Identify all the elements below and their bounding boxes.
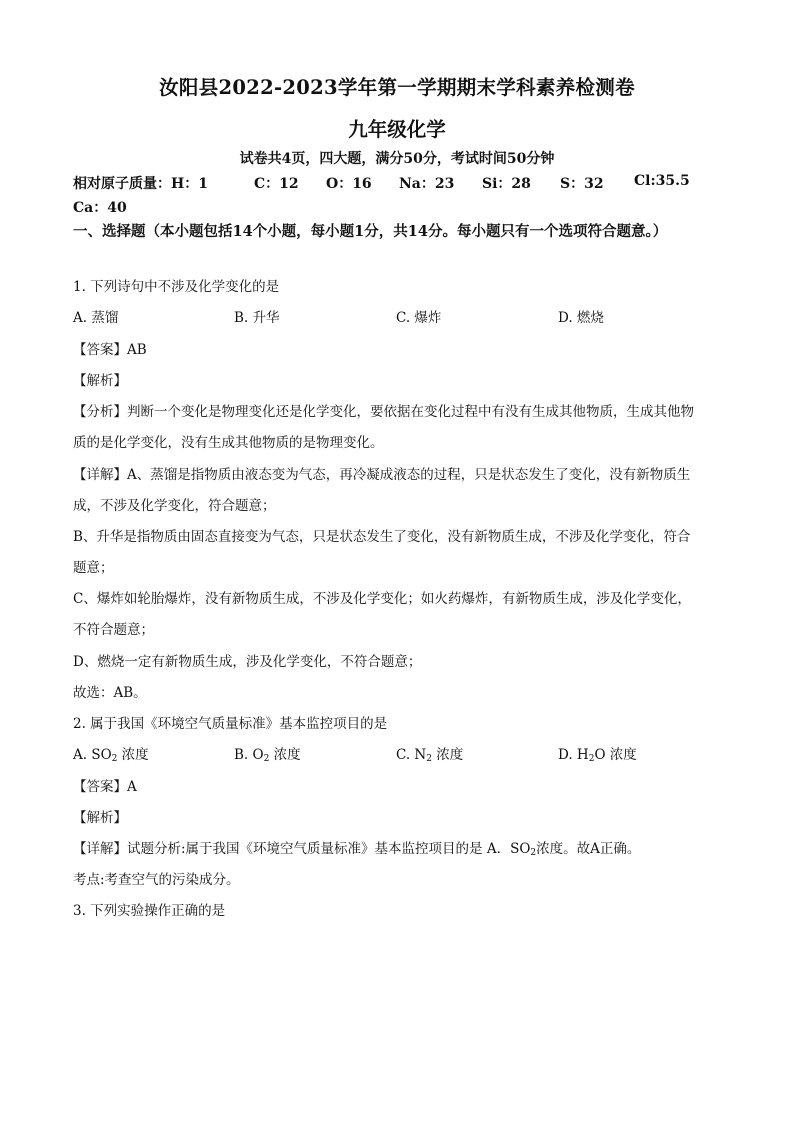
atomic-mass-s: S：32: [560, 176, 604, 192]
atomic-mass-si: Si：28: [482, 176, 531, 192]
atomic-mass-o: O：16: [326, 176, 372, 192]
q1-option-a: A. 蒸馏: [73, 310, 119, 326]
q2-stem: 2. 属于我国《环境空气质量标准》基本监控项目的是: [73, 716, 388, 732]
q2-option-d: D. $H_2O$ 浓度: [558, 747, 637, 764]
q2-option-b: B. $O_2$ 浓度: [234, 747, 301, 764]
q1-fenxi-line1: 【分析】判断一个变化是物理变化还是化学变化，要依据在变化过程中有没有生成其他物质，生成其他物: [73, 404, 694, 420]
q2-answer: 【答案】A: [73, 779, 137, 795]
exam-subtitle: 九年级化学: [348, 118, 446, 141]
q1-detail-c-line1: C、爆炸如轮胎爆炸，没有新物质生成，不涉及化学变化；如火药爆炸，有新物质生成，涉及化学变化，: [73, 591, 691, 607]
q1-detail-a-line2: 成，不涉及化学变化，符合题意；: [73, 498, 276, 514]
section-heading: 一、选择题（本小题包括14个小题，每小题1分，共14分。每小题只有一个选项符合题意。）: [73, 223, 668, 240]
atomic-mass-cl: Cl:35.5: [634, 173, 690, 189]
q1-fenxi-line2: 质的是化学变化，没有生成其他物质的是物理变化。: [73, 435, 384, 451]
q2-option-c: C. $N_2$ 浓度: [396, 747, 464, 764]
q1-conclusion: 故选：AB。: [73, 685, 147, 701]
q3-stem: 3. 下列实验操作正确的是: [73, 903, 226, 919]
q1-detail-a-line1: 【详解】A、蒸馏是指物质由液态变为气态，再冷凝成液态的过程，只是状态发生了变化，没有新物质生: [73, 467, 691, 483]
q2-detail: 【详解】试题分析:属于我国《环境空气质量标准》基本监控项目的是 A．$SO_2$浓度。故A正确。: [73, 841, 641, 858]
q1-answer: 【答案】AB: [73, 342, 147, 358]
q1-option-b: B. 升华: [234, 310, 280, 326]
q2-analysis-label: 【解析】: [73, 810, 127, 826]
exam-info: 试卷共4页，四大题，满分50分，考试时间50分钟: [239, 151, 555, 167]
q2-kaodian: 考点:考查空气的污染成分。: [73, 872, 240, 888]
q1-detail-b-line2: 题意；: [73, 560, 114, 576]
q1-option-c: C. 爆炸: [396, 310, 442, 326]
q1-option-d: D. 燃烧: [558, 310, 604, 326]
q1-analysis-label: 【解析】: [73, 373, 127, 389]
q1-detail-b-line1: B、升华是指物质由固态直接变为气态，只是状态发生了变化，没有新物质生成，不涉及化学变化，符合: [73, 529, 691, 545]
q2-option-a: A. $SO_2$ 浓度: [73, 747, 149, 764]
exam-title: 汝阳县2022-2023学年第一学期期末学科素养检测卷: [159, 76, 635, 99]
atomic-mass-na: Na：23: [399, 176, 455, 192]
atomic-mass-ca: Ca：40: [73, 200, 127, 216]
q1-detail-d: D、燃烧一定有新物质生成，涉及化学变化，不符合题意；: [73, 654, 422, 670]
atomic-mass-c: C：12: [254, 176, 299, 192]
atomic-mass-h: 相对原子质量：H：1: [73, 176, 208, 192]
q1-stem: 1. 下列诗句中不涉及化学变化的是: [73, 279, 280, 295]
q1-detail-c-line2: 不符合题意；: [73, 622, 154, 638]
